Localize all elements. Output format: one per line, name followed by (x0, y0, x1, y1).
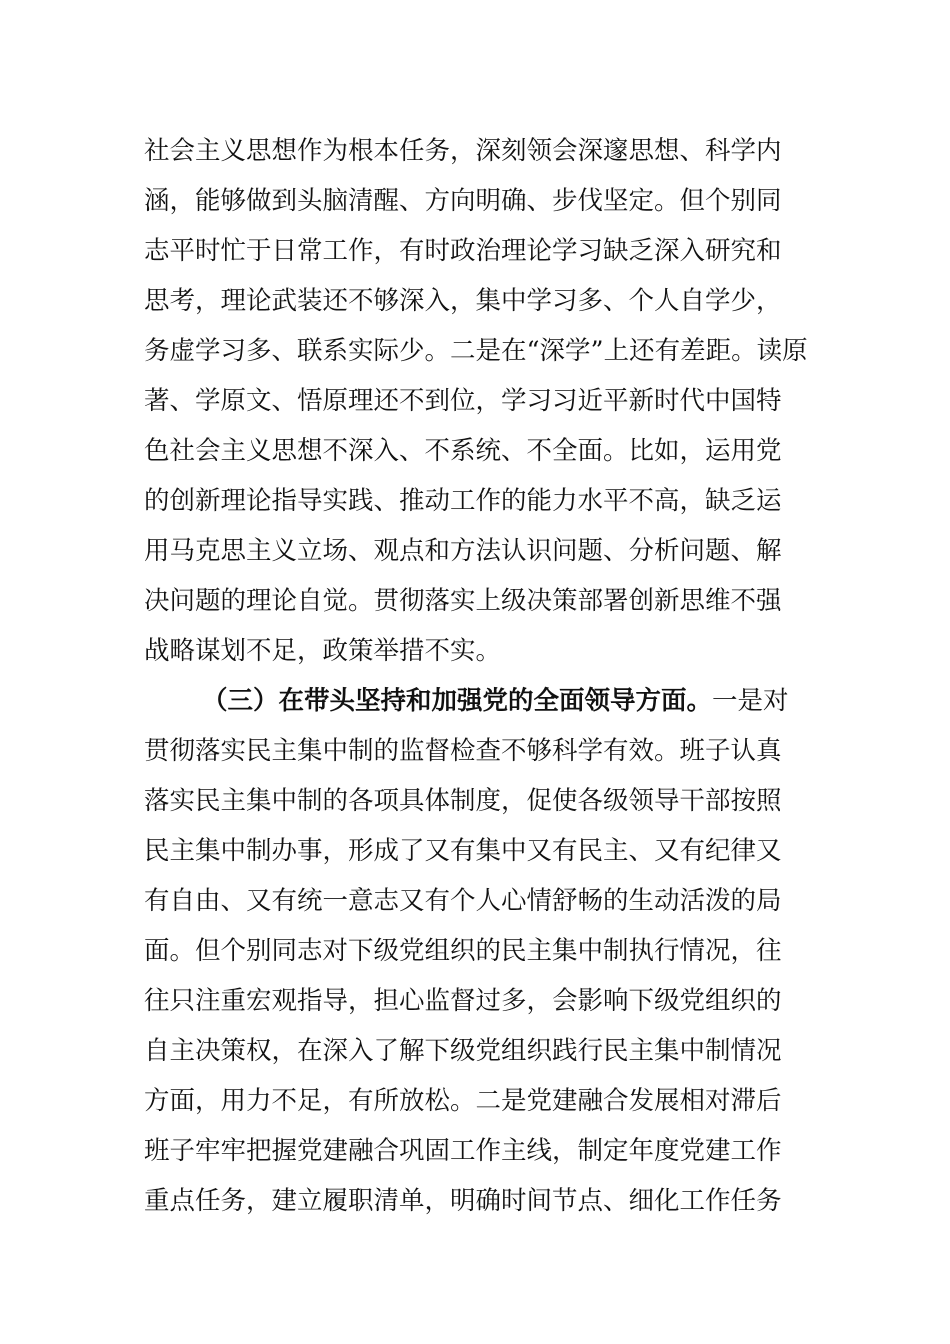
text-line: 民主集中制办事，形成了又有集中又有民主、又有纪律又 (144, 836, 782, 866)
section-heading-rest: 一是对 (712, 686, 789, 716)
text-line: 落实民主集中制的各项具体制度，促使各级领导干部按照 (144, 786, 782, 816)
text-line: 自主决策权，在深入了解下级党组织践行民主集中制情况 (144, 1036, 782, 1066)
text-line: 决问题的理论自觉。贯彻落实上级决策部署创新思维不强 (144, 586, 782, 616)
text-line: 贯彻落实民主集中制的监督检查不够科学有效。班子认真 (144, 736, 782, 766)
document-body (144, 126, 808, 1226)
text-line: 面。但个别同志对下级党组织的民主集中制执行情况，往 (144, 936, 782, 966)
text-line: 的创新理论指导实践、推动工作的能力水平不高，缺乏运 (144, 486, 782, 516)
text-line: 社会主义思想作为根本任务，深刻领会深邃思想、科学内 (144, 136, 782, 166)
text-line: 往只注重宏观指导，担心监督过多，会影响下级党组织的 (144, 986, 782, 1016)
text-line: 色社会主义思想不深入、不系统、不全面。比如，运用党 (144, 436, 782, 466)
text-line: 著、学原文、悟原理还不到位，学习习近平新时代中国特 (144, 386, 782, 416)
text-line: 志平时忙于日常工作，有时政治理论学习缺乏深入研究和 (144, 236, 782, 266)
text-line: 班子牢牢把握党建融合巩固工作主线，制定年度党建工作 (144, 1136, 782, 1166)
text-line: 有自由、又有统一意志又有个人心情舒畅的生动活泼的局 (144, 886, 782, 916)
text-line: 务虚学习多、联系实际少。二是在“深学”上还有差距。读原 (144, 336, 808, 366)
text-line: 方面，用力不足，有所放松。二是党建融合发展相对滞后 (144, 1086, 782, 1116)
text-line: 战略谋划不足，政策举措不实。 (144, 636, 502, 666)
text-line: 思考，理论武装还不够深入，集中学习多、个人自学少， (144, 286, 782, 316)
section-heading: （三）在带头坚持和加强党的全面领导方面。 (202, 686, 713, 716)
section-heading-line (144, 676, 808, 726)
text-line: 用马克思主义立场、观点和方法认识问题、分析问题、解 (144, 536, 782, 566)
text-line: 重点任务，建立履职清单，明确时间节点、细化工作任务 (144, 1186, 782, 1216)
text-line: 涵，能够做到头脑清醒、方向明确、步伐坚定。但个别同 (144, 186, 782, 216)
